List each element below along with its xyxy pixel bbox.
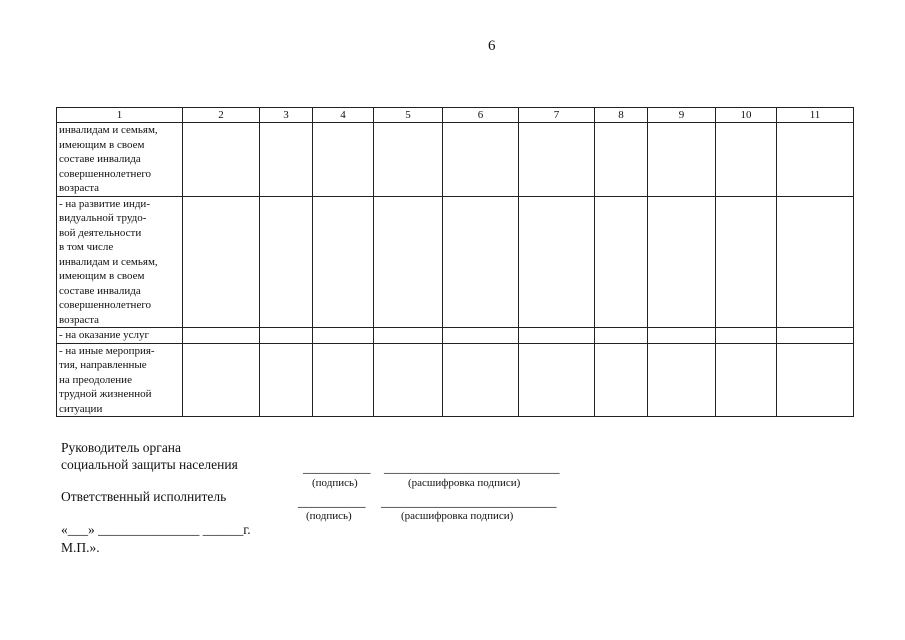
empty-cell [648,343,716,417]
empty-cell [595,328,648,344]
empty-cell [716,196,777,328]
empty-cell [260,343,313,417]
row-label-line: - на иные мероприя- [59,344,155,357]
row-label-cell [57,123,183,197]
empty-cell [443,328,519,344]
empty-cell [519,123,595,197]
column-header: 10 [716,108,777,123]
row-label-line: - на развитие инди- [59,197,150,210]
row-label-line: вой деятельности [59,226,142,239]
head-signature-line: __________ [303,460,371,475]
column-header: 8 [595,108,648,123]
row-label-line: видуальной трудо- [59,212,147,224]
head-title-line1: Руководитель органа [61,440,182,455]
table-row [57,196,854,328]
row-label-line: составе инвалида [59,153,141,165]
row-label-line: - на оказание услуг [59,329,150,341]
empty-cell [648,328,716,344]
empty-cell [716,328,777,344]
column-header: 11 [777,108,854,123]
stamp-placeholder: М.П.». [61,540,100,555]
table-header-row [57,108,854,123]
empty-cell [519,328,595,344]
row-label-line: трудной жизненной [59,388,152,400]
executor-signature-line: __________ [298,494,366,509]
row-label-line: ситуации [59,402,103,415]
empty-cell [313,343,374,417]
row-label-line: инвалидам и семьям, [59,124,158,136]
empty-cell [260,328,313,344]
column-header: 3 [260,108,313,123]
empty-cell [313,196,374,328]
empty-cell [374,343,443,417]
empty-cell [519,343,595,417]
row-label-line: совершеннолетнего [59,299,152,311]
table-row [57,123,854,197]
column-header: 4 [313,108,374,123]
empty-cell [443,196,519,328]
empty-cell [260,123,313,197]
executor-name-caption: (расшифровка подписи) [401,510,514,522]
row-label-cell [57,343,183,417]
page-number: 6 [488,38,496,54]
empty-cell [260,196,313,328]
empty-cell [716,123,777,197]
executor-label: Ответственный исполнитель [61,489,227,504]
empty-cell [777,123,854,197]
empty-cell [595,196,648,328]
head-title-line2: социальной защиты населения [61,457,238,472]
column-header: 1 [57,108,183,123]
row-label-line: тия, направленные [59,359,147,371]
row-label-cell [57,328,183,344]
empty-cell [716,343,777,417]
row-label-line: инвалидам и семьям, [59,255,158,268]
empty-cell [183,196,260,328]
empty-cell [777,328,854,344]
empty-cell [777,343,854,417]
row-label-line: возраста [59,182,100,194]
table-row [57,343,854,417]
column-header: 9 [648,108,716,123]
column-header: 7 [519,108,595,123]
empty-cell [648,123,716,197]
empty-cell [183,343,260,417]
table-body [57,123,854,417]
empty-cell [374,328,443,344]
table-row [57,328,854,344]
date-line: «___» _______________ ______г. [61,522,251,537]
row-label-line: на преодоление [59,373,132,386]
empty-cell [374,123,443,197]
empty-cell [374,196,443,328]
empty-cell [183,123,260,197]
executor-signature-caption: (подпись) [306,510,352,522]
row-label-line: совершеннолетнего [59,167,152,180]
row-label-line: имеющим в своем [59,270,145,282]
empty-cell [648,196,716,328]
executor-name-line: __________________________ [381,494,557,509]
head-name-line: __________________________ [384,460,560,475]
data-table [56,107,854,417]
empty-cell [443,343,519,417]
empty-cell [313,123,374,197]
row-label-line: составе инвалида [59,284,141,297]
row-label-line: в том числе [59,241,114,253]
column-header: 5 [374,108,443,123]
empty-cell [595,123,648,197]
column-header: 6 [443,108,519,123]
empty-cell [519,196,595,328]
column-header: 2 [183,108,260,123]
row-label-line: имеющим в своем [59,138,145,151]
empty-cell [777,196,854,328]
empty-cell [183,328,260,344]
empty-cell [313,328,374,344]
empty-cell [595,343,648,417]
row-label-line: возраста [59,313,100,326]
row-label-cell [57,196,183,328]
empty-cell [443,123,519,197]
head-name-caption: (расшифровка подписи) [408,477,521,489]
head-signature-caption: (подпись) [312,477,358,489]
